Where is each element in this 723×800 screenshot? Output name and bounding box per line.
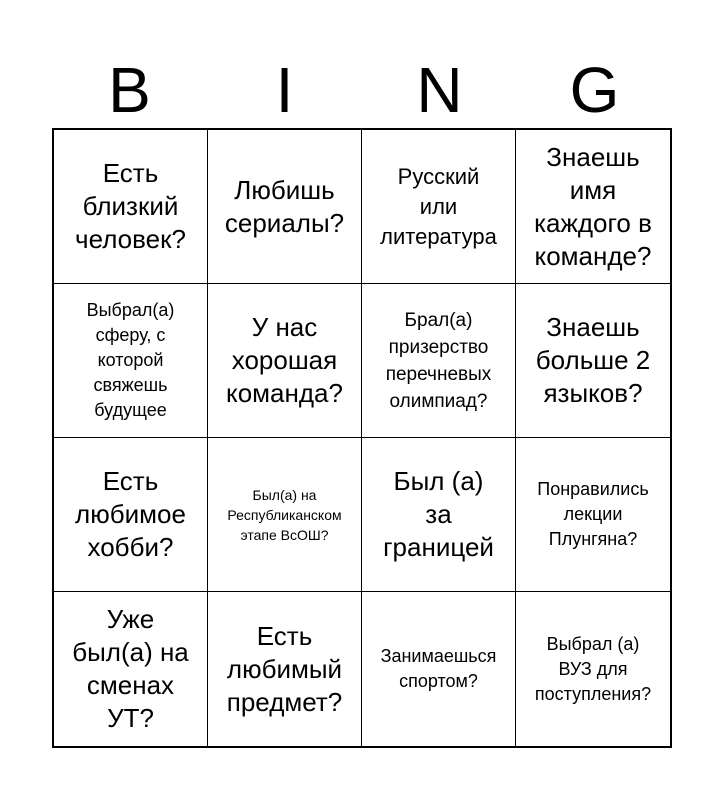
bingo-cell-r4c2[interactable]: [208, 592, 362, 746]
cell-text: Занимаешься спортом?: [380, 646, 497, 691]
bingo-cell-r3c2[interactable]: [208, 438, 362, 592]
bingo-cell-r3c3[interactable]: [362, 438, 516, 592]
header-letter-b: B: [108, 54, 151, 126]
header-letter-i: I: [275, 54, 294, 126]
bingo-cell-r2c2[interactable]: [208, 284, 362, 438]
bingo-cell-r4c3[interactable]: [362, 592, 516, 746]
cell-text: Был(а) на Республиканском этапе ВсОШ?: [227, 486, 342, 543]
cell-text: Русский или литература: [380, 163, 497, 249]
cell-text: Есть любимый предмет?: [226, 620, 343, 717]
bingo-cell-r3c1[interactable]: [54, 438, 208, 592]
bingo-cell-r2c1[interactable]: [54, 284, 208, 438]
cell-text: Брал(а) призерство перечневых олимпиад?: [385, 309, 492, 412]
header-letter-g: G: [569, 54, 620, 126]
bingo-board: [52, 128, 672, 748]
bingo-cell-r4c1[interactable]: [54, 592, 208, 746]
bingo-cell-r1c3[interactable]: [362, 130, 516, 284]
bingo-cell-r1c1[interactable]: [54, 130, 208, 284]
cell-text: Был (а) за границей: [383, 466, 494, 562]
cell-text: Любишь сериалы?: [224, 174, 345, 238]
cell-text: Есть любимое хобби?: [75, 466, 186, 562]
bingo-cell-r1c4[interactable]: [516, 130, 670, 284]
bingo-header: [52, 52, 672, 128]
cell-text: У нас хорошая команда?: [226, 312, 343, 408]
cell-text: Знаешь имя каждого в команде?: [534, 141, 652, 271]
cell-text: Уже был(а) на сменах УТ?: [72, 604, 189, 733]
cell-text: Есть близкий человек?: [75, 158, 186, 254]
header-letter-n: N: [416, 54, 463, 126]
cell-text: Выбрал(а) сферу, с которой свяжешь будущее: [86, 300, 175, 420]
cell-text: Знаешь больше 2 языков?: [535, 312, 651, 408]
cell-text: Понравились лекции Плунгяна?: [537, 479, 649, 549]
cell-text: Выбрал (а) ВУЗ для поступления?: [534, 633, 652, 704]
bingo-cell-r4c4[interactable]: [516, 592, 670, 746]
bingo-cell-r2c4[interactable]: [516, 284, 670, 438]
bingo-cell-r1c2[interactable]: [208, 130, 362, 284]
bingo-cell-r3c4[interactable]: [516, 438, 670, 592]
bingo-cell-r2c3[interactable]: [362, 284, 516, 438]
